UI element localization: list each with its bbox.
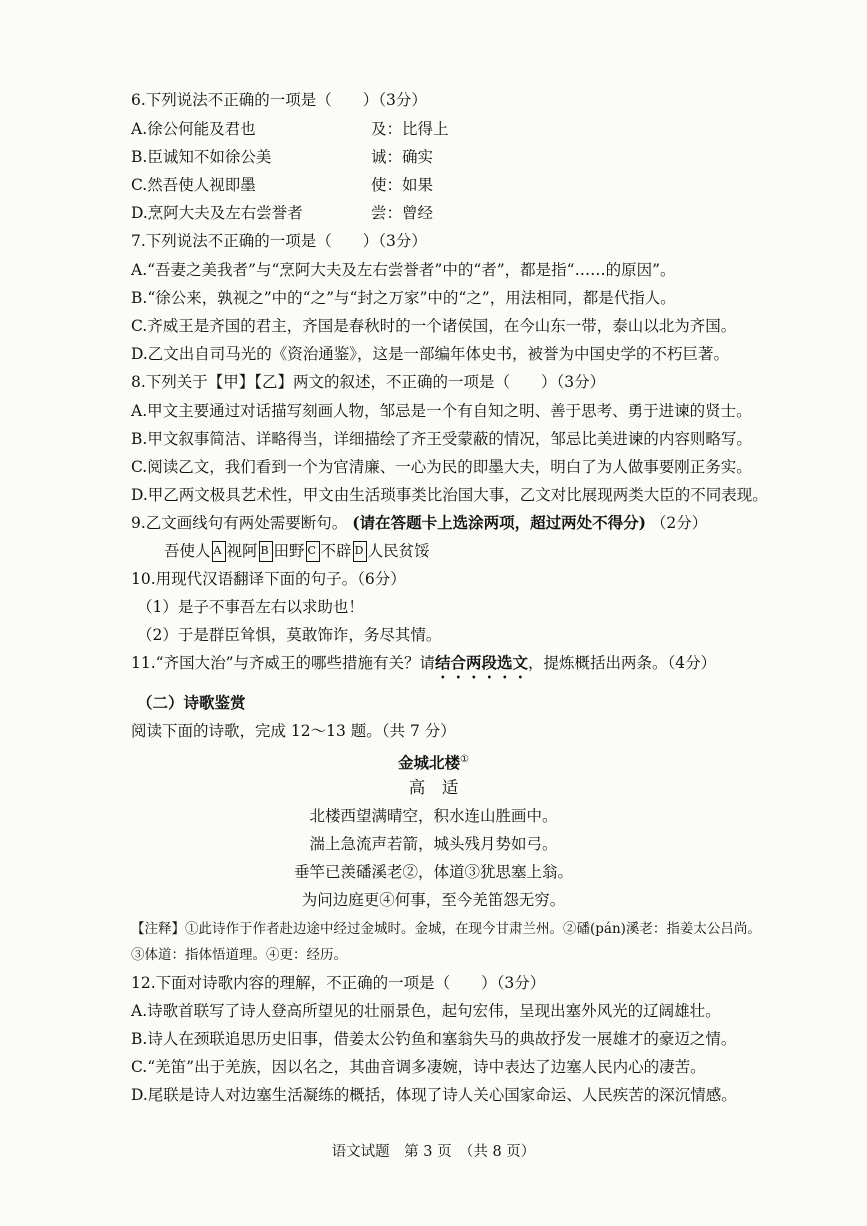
poem-notes-line-2: ③体道：指体悟道理。④更：经历。 (131, 947, 347, 963)
q7-stem: 7.下列说法不正确的一项是（ ）（3分） (131, 232, 427, 250)
q11-stem-emphasis: 结合两段选文 (435, 653, 529, 672)
q7-option-c: C.齐威王是齐国的君主，齐国是春秋时的一个诸侯国，在今山东一带，泰山以北为齐国。 (131, 317, 737, 335)
q8-option-b: B.甲文叙事简洁、详略得当，详细描绘了齐王受蒙蔽的情况，邹忌比美进谏的内容则略写。 (131, 430, 752, 448)
q6-option-d-gloss: 尝：曾经 (371, 204, 434, 222)
poem-line-2: 湍上急流声若箭，城头残月势如弓。 (309, 835, 558, 853)
q9-segment: 视阿 (226, 542, 258, 560)
poem-notes-line-1: 【注释】①此诗作于作者赴边途中经过金城时。金城，在现今甘肃兰州。②磻(pán)溪老：指姜太公吕尚。 (131, 921, 761, 937)
q6-option-b-gloss: 诚：确实 (371, 148, 434, 166)
q6-option-a-text: A.徐公何能及君也 (131, 120, 256, 138)
section-intro: 阅读下面的诗歌，完成 12～13 题。（共 7 分） (131, 722, 456, 740)
q12-option-b: B.诗人在颈联追思历史旧事，借姜太公钓鱼和塞翁失马的典故抒发一展雄才的豪迈之情。 (131, 1030, 737, 1048)
q8-option-d: D.甲乙两文极具艺术性，甲文由生活琐事类比治国大事，乙文对比展现两类大臣的不同表现。 (131, 486, 768, 504)
q9-mark-b: B (259, 541, 273, 562)
q9-segment: 不辟 (320, 542, 352, 560)
q7-option-b: B.“徐公来，孰视之”中的“之”与“封之万家”中的“之”，用法相同，都是代指人。 (131, 289, 676, 307)
q6-option-c-text: C.然吾使人视即墨 (131, 176, 256, 194)
q9-stem-text: 9.乙文画线句有两处需要断句。 (131, 514, 348, 532)
q6-option-c-gloss: 使：如果 (371, 176, 434, 194)
q6-stem: 6.下列说法不正确的一项是（ ）（3分） (131, 91, 427, 109)
poem-title (0, 749, 867, 774)
q12-option-c: C.“羌笛”出于羌族，因以名之，其曲音调多凄婉，诗中表达了边塞人民内心的凄苦。 (131, 1058, 706, 1076)
q9-segment: 人民贫馁 (367, 542, 430, 560)
section-heading: （二）诗歌鉴赏 (137, 693, 246, 712)
q8-option-a: A.甲文主要通过对话描写刻画人物，邹忌是一个有自知之明、善于思考、勇于进谏的贤士。 (131, 402, 752, 420)
q9-segment: 田野 (273, 542, 305, 560)
q6-option-b-text: B.臣诚知不如徐公美 (131, 148, 272, 166)
q6-option-b (131, 146, 434, 168)
q6-option-d (131, 202, 434, 224)
q11-stem-tail: ，提炼概括出两条。（4分） (528, 654, 717, 672)
poem-line-4: 为问边庭更④何事，至今羌笛怨无穷。 (301, 891, 566, 909)
poem-author: 高 适 (408, 778, 459, 797)
q12-option-a: A.诗歌首联写了诗人登高所望见的壮丽景色，起句宏伟，呈现出塞外风光的辽阔雄壮。 (131, 1002, 721, 1020)
q12-option-d: D.尾联是诗人对边塞生活凝练的概括，体现了诗人关心国家命运、人民疾苦的深沉情感。 (131, 1086, 737, 1104)
q10-item-2: （2）于是群臣耸惧，莫敢饰诈，务尽其情。 (137, 626, 442, 644)
q9-segment: 吾使人 (164, 542, 211, 560)
q7-option-d: D.乙文出自司马光的《资治通鉴》，这是一部编年体史书，被誉为中国史学的不朽巨著。 (131, 345, 730, 363)
q9-mark-c: C (306, 541, 320, 562)
q11-stem-text: 11.“齐国大治”与齐威王的哪些措施有关？请 (131, 654, 435, 672)
q9-stem-instruction: (请在答题卡上选涂两项，超过两处不得分) (352, 513, 646, 532)
q9-mark-a: A (212, 541, 226, 562)
q7-option-a: A.“吾妻之美我者”与“烹阿大夫及左右尝誉者”中的“者”，都是指“……的原因”。 (131, 261, 676, 279)
q6-option-d-text: D.烹阿大夫及左右尝誉者 (131, 204, 303, 222)
q11-stem (131, 652, 716, 682)
q8-option-c: C.阅读乙文，我们看到一个为官清廉、一心为民的即墨大夫，明白了为人做事要刚正务实。 (131, 458, 752, 476)
q6-option-a-gloss: 及：比得上 (371, 120, 449, 138)
q10-stem: 10.用现代汉语翻译下面的句子。（6分） (131, 570, 406, 588)
q9-mark-d: D (353, 541, 367, 562)
q6-option-c (131, 174, 434, 196)
q9-stem (131, 512, 707, 534)
q10-item-1: （1）是子不事吾左右以求助也！ (137, 598, 364, 616)
q6-option-a (131, 118, 449, 140)
poem-line-3: 垂竿已羡磻溪老②，体道③犹思塞上翁。 (293, 863, 573, 881)
poem-title-text: 金城北楼 (398, 753, 461, 773)
q9-sentence (164, 540, 430, 563)
q8-stem: 8.下列关于【甲】【乙】两文的叙述，不正确的一项是（ ）（3分） (131, 373, 606, 391)
poem-title-note: ① (460, 754, 469, 765)
page-footer: 语文试题 第 3 页 （共 8 页） (331, 1144, 536, 1160)
q12-stem: 12.下面对诗歌内容的理解，不正确的一项是（ ）（3分） (131, 974, 546, 992)
poem-line-1: 北楼西望满晴空，积水连山胜画中。 (309, 807, 558, 825)
q9-stem-score: （2分） (650, 514, 708, 532)
